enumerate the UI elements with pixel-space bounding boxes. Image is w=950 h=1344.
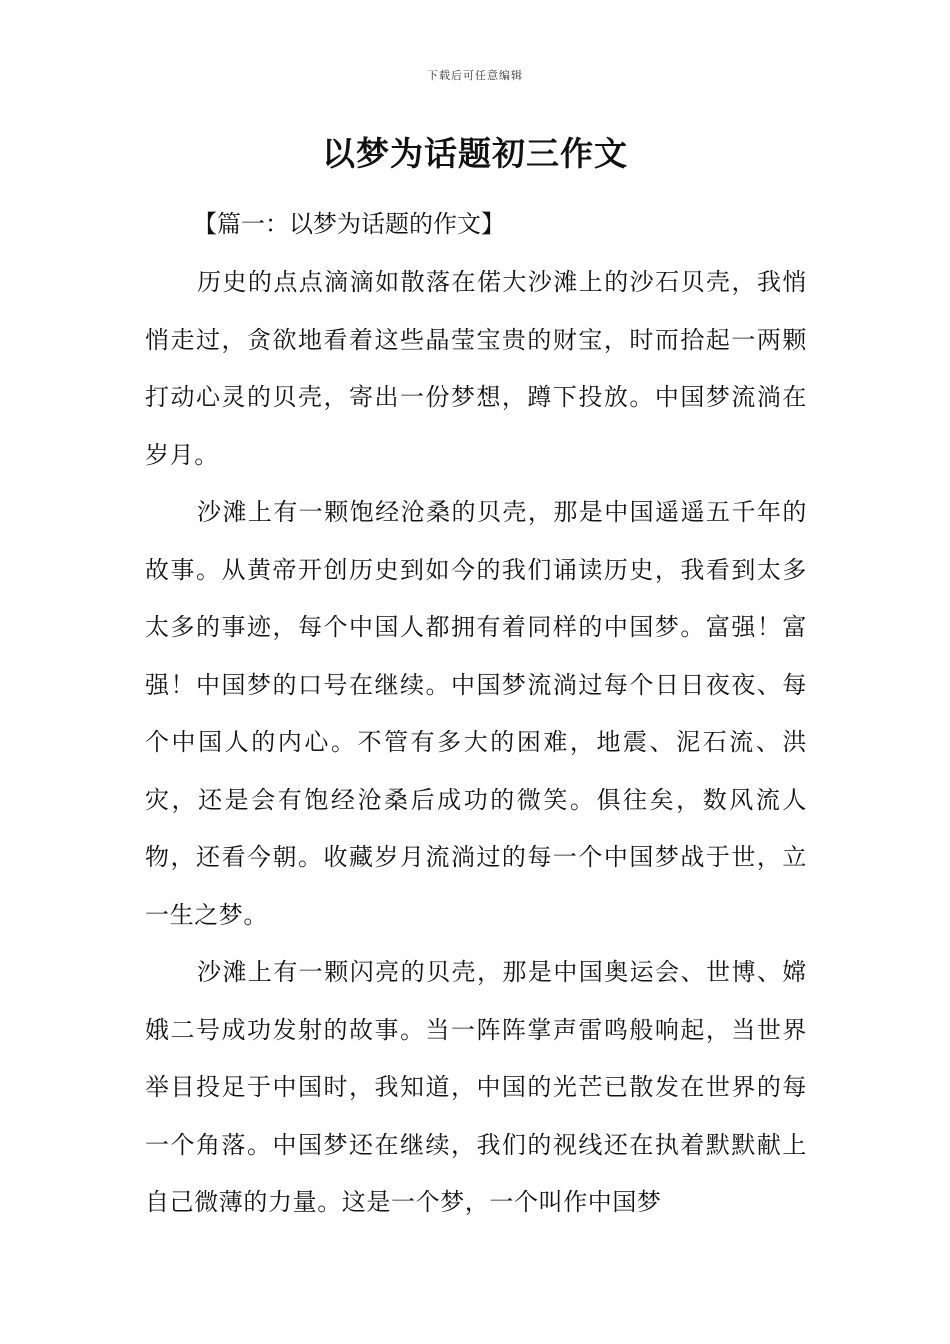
document-body [145, 200, 807, 1232]
paragraph: 沙滩上有一颗饱经沧桑的贝壳，那是中国遥遥五千年的故事。从黄帝开创历史到如今的我们诵读历史，我看到太多太多的事迹，每个中国人都拥有着同样的中国梦。富强！富强！中国梦的口号在继续。中国梦流淌过每个日日夜夜、每个中国人的内心。不管有多大的困难，地震、泥石流、洪灾，还是会有饱经沧桑后成功的微笑。俱往矣，数风流人物，还看今朝。收藏岁月流淌过的每一个中国梦战于世，立一生之梦。 [145, 498, 807, 929]
paragraph: 历史的点点滴滴如散落在偌大沙滩上的沙石贝壳，我悄悄走过，贪欲地看着这些晶莹宝贵的财宝，时而拾起一两颗打动心灵的贝壳，寄出一份梦想，蹲下投放。中国梦流淌在岁月。 [145, 268, 807, 469]
section-heading: 【篇一：以梦为话题的作文】 [193, 210, 505, 238]
header-note: 下载后可任意编辑 [427, 69, 523, 82]
paragraph: 沙滩上有一颗闪亮的贝壳，那是中国奥运会、世博、嫦娥二号成功发射的故事。当一阵阵掌声雷鸣般响起，当世界举目投足于中国时，我知道，中国的光芒已散发在世界的每一个角落。中国梦还在继续，我们的视线还在执着默默献上自己微薄的力量。这是一个梦，一个叫作中国梦 [145, 958, 807, 1216]
document-title: 以梦为话题初三作文 [322, 134, 628, 173]
